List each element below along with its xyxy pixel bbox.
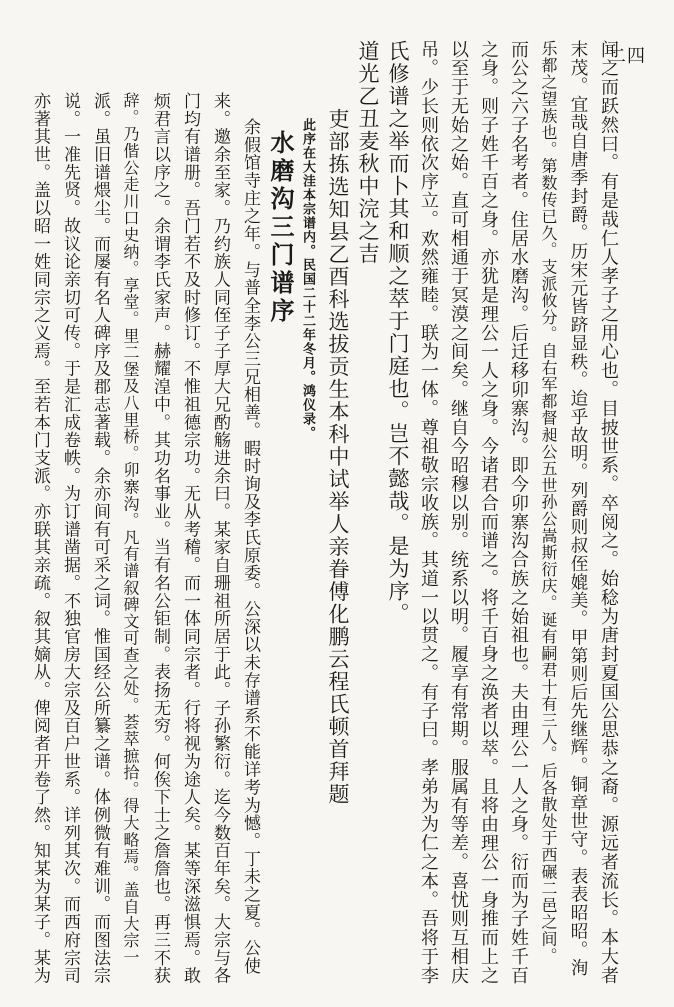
text-column-8: 氏修谱之举而卜其和顺之萃于门庭也。岂不懿哉。是为序。 [386, 40, 410, 625]
text-column-14: 门均有谱册。吾门若不及时修订。不惟祖德宗功。无从考稽。而一体同宗者。行将视为途人矣。某等深滋惧焉。敢 [180, 92, 200, 985]
text-column-4: 而公之六子名考者。住居水磨沟。后迁移卯寨沟。即今卯寨沟合族之始祖也。夫由理公一人之身。衍而为子姓千百 [508, 40, 529, 985]
text-column-6: 以至于无始之始。直可相通于冥漠之间矣。继自今昭穆以别。统系以明。履享有常期。服属有等差。喜忧则互相庆 [448, 40, 469, 985]
page-number: 二四 [608, 46, 646, 67]
text-column-1: 闻之而跃然曰。有是哉仁人孝子之用心也。目披世系。卒阅之。始稔为唐封夏国公思恭之裔。源远者流长。本大者 [598, 40, 619, 985]
text-column-2: 末茂。宜哉自唐季封爵。历宋元皆跻显秩。迨乎故明。列爵则叔侄媲美。甲第则后先继辉。铜章世守。表表昭昭。洵 [568, 40, 588, 978]
text-column-18: 说。一准先贤。故议论亲切可传。于是汇成卷帙。为订谱凿据。不独官房大宗及百户世系。详列其次。而西府宗司 [60, 92, 80, 985]
text-column-15: 烦君言以序之。余谓李氏家声。赫耀湟中。其功名事业。当有名公钜制。表扬无穷。何俟下士之詹詹也。再三不获 [150, 92, 170, 985]
text-column-16: 辞。乃偕公走川口史纳。享堂。里二堡及八里桥。卯寨沟。凡有谱叙碑文可查之处。荟萃摭拾。得大略焉。盖自大宗一 [121, 92, 140, 966]
text-column-13: 来。邀余至家。乃约族人同侄子子厚大兄酌觞进余曰。某家自珊祖所居于此。子孙繁衍。迄今数百年矣。大宗与各 [210, 92, 230, 985]
author-line: 吏部拣选知县乙酉科选拔贡生本科中试举人亲眷傅化鹏云程氏顿首拜题 [326, 108, 350, 806]
source-note: 此序在大洼本宗谱内。民国二十二年冬月。鸿仪录。 [300, 118, 315, 440]
text-column-17: 派。虽旧谱煨尘。而屡有名人碑序及郡志著载。余亦间有可采之词。惟国经公所纂之谱。体例微有难训。而图法宗 [90, 92, 110, 985]
text-column-3: 乐都之望族也。第数传已久。支派攸分。自右军都督昶公五世孙公嵩斯衍庆。诞有嗣君十有三人。后各散处于西碾二邑之间。 [539, 40, 558, 964]
section-title: 水磨沟三门谱序 [266, 130, 295, 326]
text-column-12: 余假馆寺庄之年。与普全李公三兄相善。暇时询及李氏原委。公深以未存谱系不能详考为憾。丁未之夏。公使 [240, 118, 260, 975]
text-column-7: 吊。少长则依次序立。欢然雍睦。联为一体。尊祖敬宗收族。其道一以贯之。有子曰。孝弟为为仁之本。吾将于李 [418, 40, 439, 985]
text-column-5: 之身。则子姓千百之身。亦犹是理公一人之身。今诸君合而谱之。将千百身之涣者以萃。且将由理公一身推而上之 [478, 40, 499, 985]
text-column-19: 亦著其世。盖以昭一姓同宗之义焉。至若本门支派。亦联其亲疏。叙其嫡从。俾阅者开卷了然。知某为某子。某为 [30, 92, 50, 985]
date-line: 道光乙丑麦秋中浣之吉 [356, 40, 380, 265]
